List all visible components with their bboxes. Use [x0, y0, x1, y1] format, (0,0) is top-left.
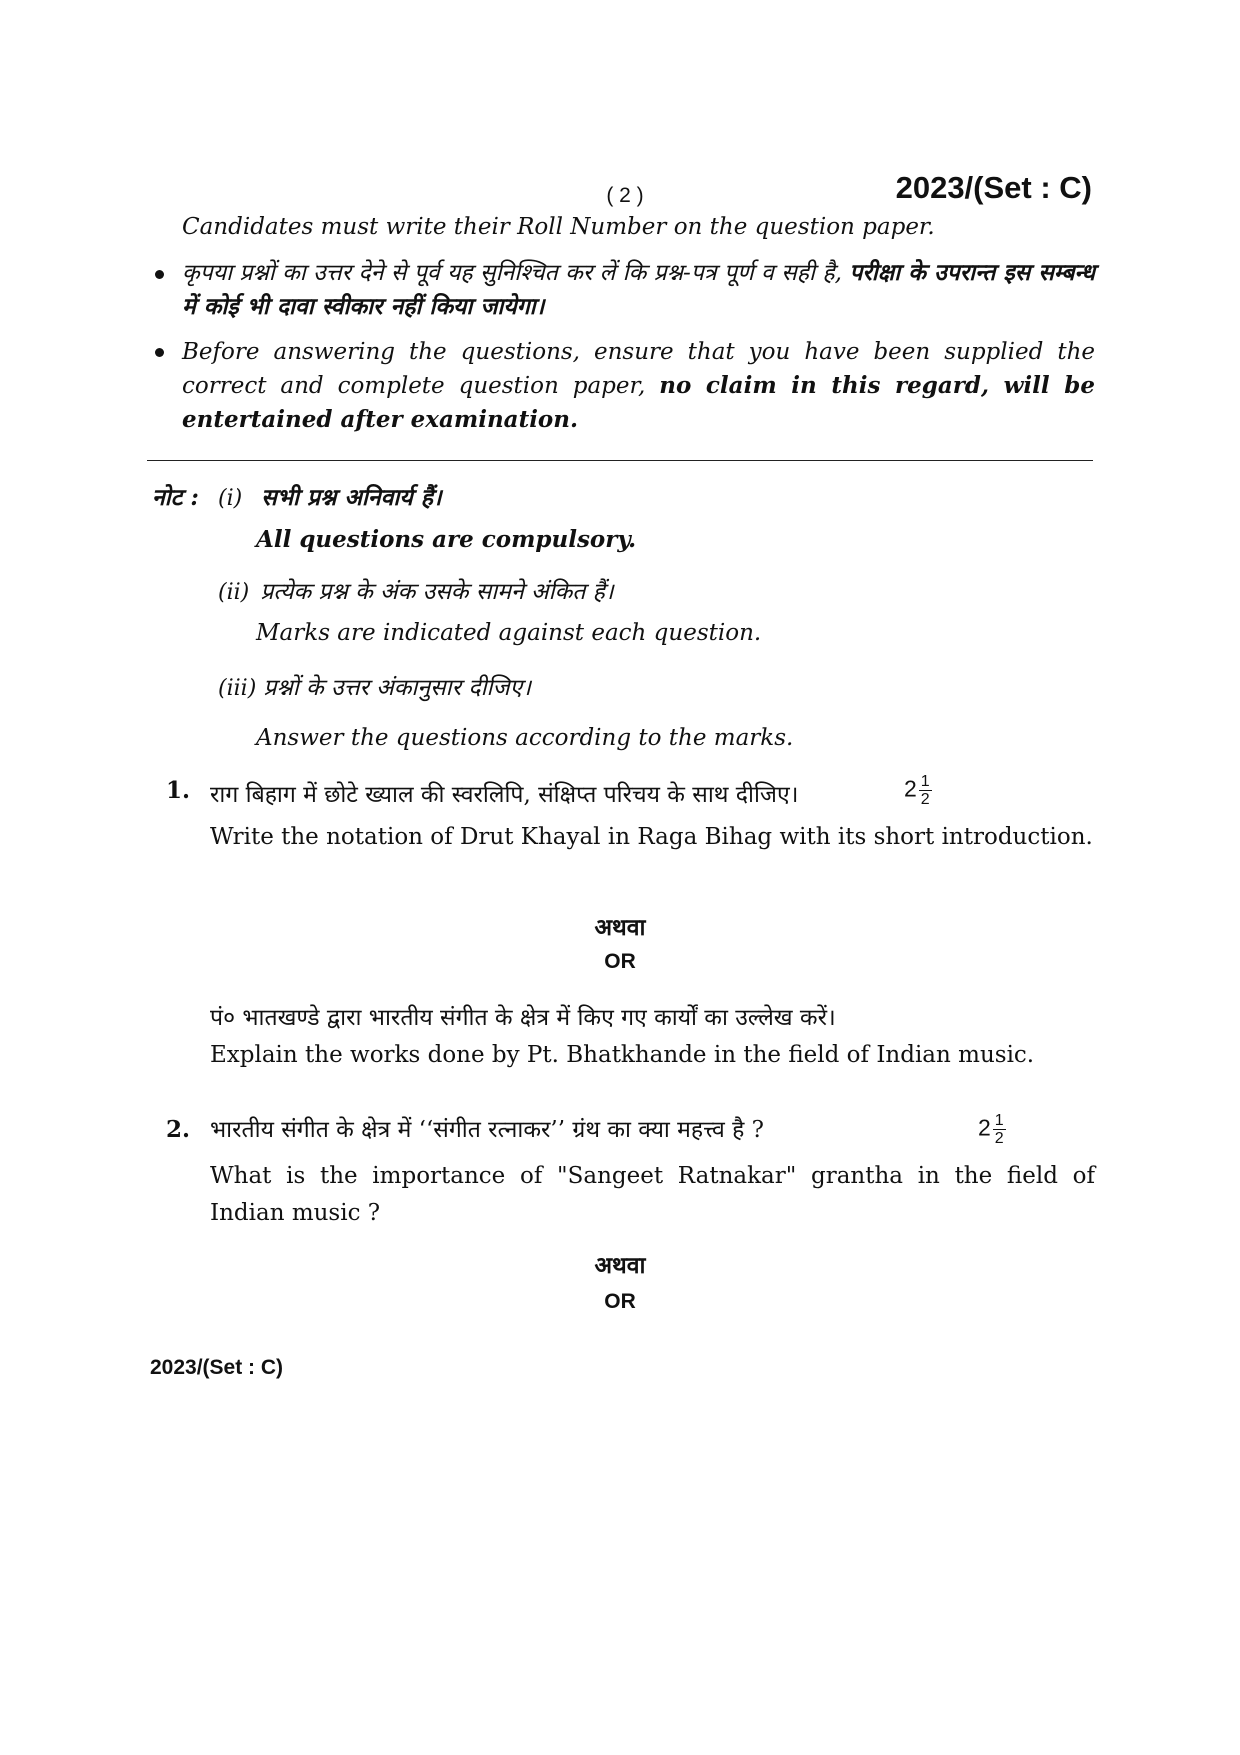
or-label-hindi: अथवा: [594, 1252, 646, 1279]
question-alternative-english: Explain the works done by Pt. Bhatkhande in the field of Indian music.: [210, 1042, 1035, 1068]
roll-number-instruction: Candidates must write their Roll Number on the question paper.: [182, 214, 935, 240]
page-number: ( 2 ): [606, 184, 644, 207]
question-marks: [978, 1112, 1006, 1147]
instruction-hindi: [182, 256, 1095, 324]
note-hindi: प्रश्नों के उत्तर अंकानुसार दीजिए।: [263, 675, 531, 701]
note-hindi: सभी प्रश्न अनिवार्य हैं।: [261, 484, 442, 511]
note-number: (ii): [218, 580, 250, 605]
note-english: Answer the questions according to the marks.: [256, 725, 794, 751]
section-divider: [147, 460, 1093, 461]
marks-whole: 2: [904, 775, 917, 802]
note-item-2: [218, 574, 614, 606]
bullet-icon: [155, 270, 164, 279]
question-english: What is the importance of "Sangeet Ratnakar" grantha in the field of Indian music ?: [210, 1163, 1095, 1226]
bullet-icon: [155, 348, 164, 357]
instruction-english: [182, 336, 1095, 437]
or-label-hindi: अथवा: [594, 914, 646, 941]
note-hindi: प्रत्येक प्रश्न के अंक उसके सामने अंकित हैं।: [260, 579, 614, 605]
or-label-english: OR: [604, 1290, 636, 1313]
note-english: Marks are indicated against each question.: [256, 620, 762, 646]
question-marks: [904, 773, 932, 808]
question-hindi: भारतीय संगीत के क्षेत्र में ‘‘संगीत रत्नाकर’’ ग्रंथ का क्या महत्त्व है ?: [210, 1117, 764, 1143]
question-english: Write the notation of Drut Khayal in Raga Bihag with its short introduction.: [210, 824, 1093, 850]
note-item-3: [218, 670, 531, 702]
instruction-hindi-regular: कृपया प्रश्नों का उत्तर देने से पूर्व यह सुनिश्चित कर लें कि प्रश्न-पत्र पूर्ण व सही है,: [182, 260, 842, 286]
or-label-english: OR: [604, 950, 636, 973]
note-number: (i): [218, 486, 243, 511]
question-number: 2.: [166, 1116, 191, 1143]
marks-fraction: $\frac{1}{2}$: [920, 773, 930, 808]
marks-whole: 2: [978, 1114, 991, 1141]
marks-fraction: $\frac{1}{2}$: [994, 1112, 1004, 1147]
note-number: (iii): [218, 676, 257, 701]
question-alternative-hindi: पं० भातखण्डे द्वारा भारतीय संगीत के क्षेत्र में किए गए कार्यों का उल्लेख करें।: [210, 1005, 836, 1031]
note-english: All questions are compulsory.: [256, 526, 637, 553]
instruction-hindi-bold: परीक्षा के उपरान्त इस सम्बन्ध में कोई भी दावा स्वीकार नहीं किया जायेगा।: [182, 259, 1096, 320]
note-label: नोट :: [152, 484, 199, 511]
set-code-header: 2023/(Set : C): [895, 170, 1092, 205]
instruction-english-bold: no claim in this regard, will be entertained after examination.: [182, 372, 1095, 433]
question-hindi: राग बिहाग में छोटे ख्याल की स्वरलिपि, संक्षिप्त परिचय के साथ दीजिए।: [210, 782, 799, 808]
set-code-footer: 2023/(Set : C): [150, 1356, 284, 1379]
note-item-1: [218, 480, 442, 512]
instruction-english-regular: Before answering the questions, ensure that you have been supplied the correct and complete question paper,: [182, 339, 1095, 399]
question-number: 1.: [166, 777, 191, 804]
